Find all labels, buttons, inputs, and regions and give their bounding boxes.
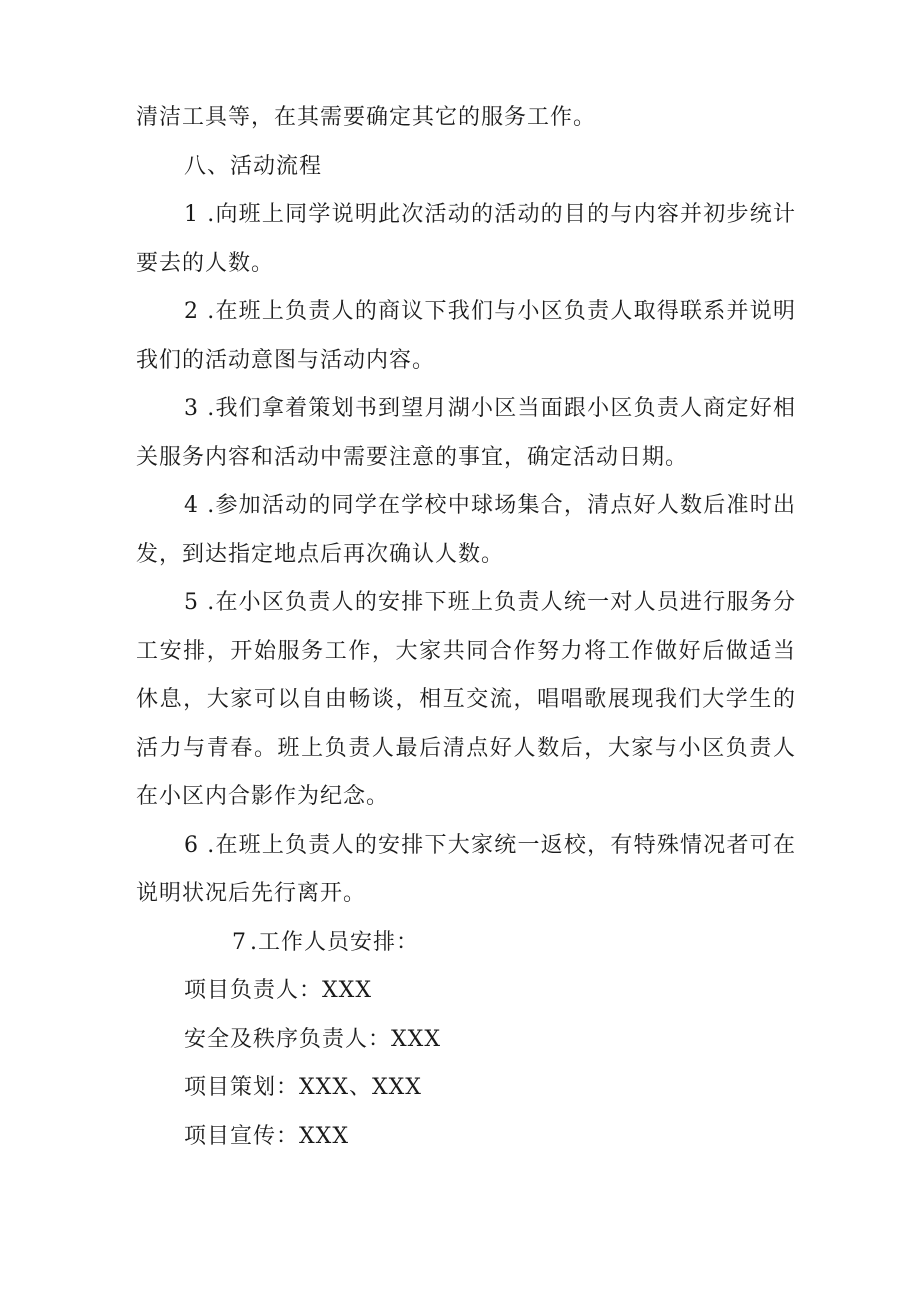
staff-safety-lead: 安全及秩序负责人：XXX — [184, 1026, 441, 1052]
section-8-heading: 八、活动流程 — [184, 153, 323, 179]
staff-publicity: 项目宣传：XXX — [184, 1123, 349, 1149]
paragraph-step-7 — [136, 919, 796, 968]
document-body — [136, 94, 796, 1161]
staff-planning: 项目策划：XXX、XXX — [184, 1075, 422, 1100]
paragraph-step-6: 6 .在班上负责人的安排下大家统一返校，有特殊情况者可在说明状况后先行离开。 — [136, 832, 796, 906]
step-7-text: .工作人员安排： — [250, 929, 419, 955]
paragraph-step-3: 3 .我们拿着策划书到望月湖小区当面跟小区负责人商定好相关服务内容和活动中需要注意的事宜，确定活动日期。 — [136, 396, 796, 470]
paragraph-step-5: 5 .在小区负责人的安排下班上负责人统一对人员进行服务分工安排，开始服务工作，大家共同合作努力将工作做好后做适当休息，大家可以自由畅谈，相互交流，唱唱歌展现我们大学生的活力与青春。班上负责人最后清点好人数后，大家与小区负责人在小区内合影作为纪念。 — [136, 590, 796, 809]
paragraph-step-1: 1 .向班上同学说明此次活动的活动的目的与内容并初步统计要去的人数。 — [136, 202, 796, 276]
step-7-number: 7 — [232, 929, 247, 955]
paragraph-cleaning-tools: 清洁工具等，在其需要确定其它的服务工作。 — [136, 105, 597, 130]
paragraph-step-4: 4 .参加活动的同学在学校中球场集合，清点好人数后准时出发，到达指定地点后再次确认人数。 — [136, 493, 796, 567]
paragraph-step-2: 2 .在班上负责人的商议下我们与小区负责人取得联系并说明我们的活动意图与活动内容。 — [136, 299, 796, 373]
staff-project-lead: 项目负责人：XXX — [184, 978, 372, 1003]
